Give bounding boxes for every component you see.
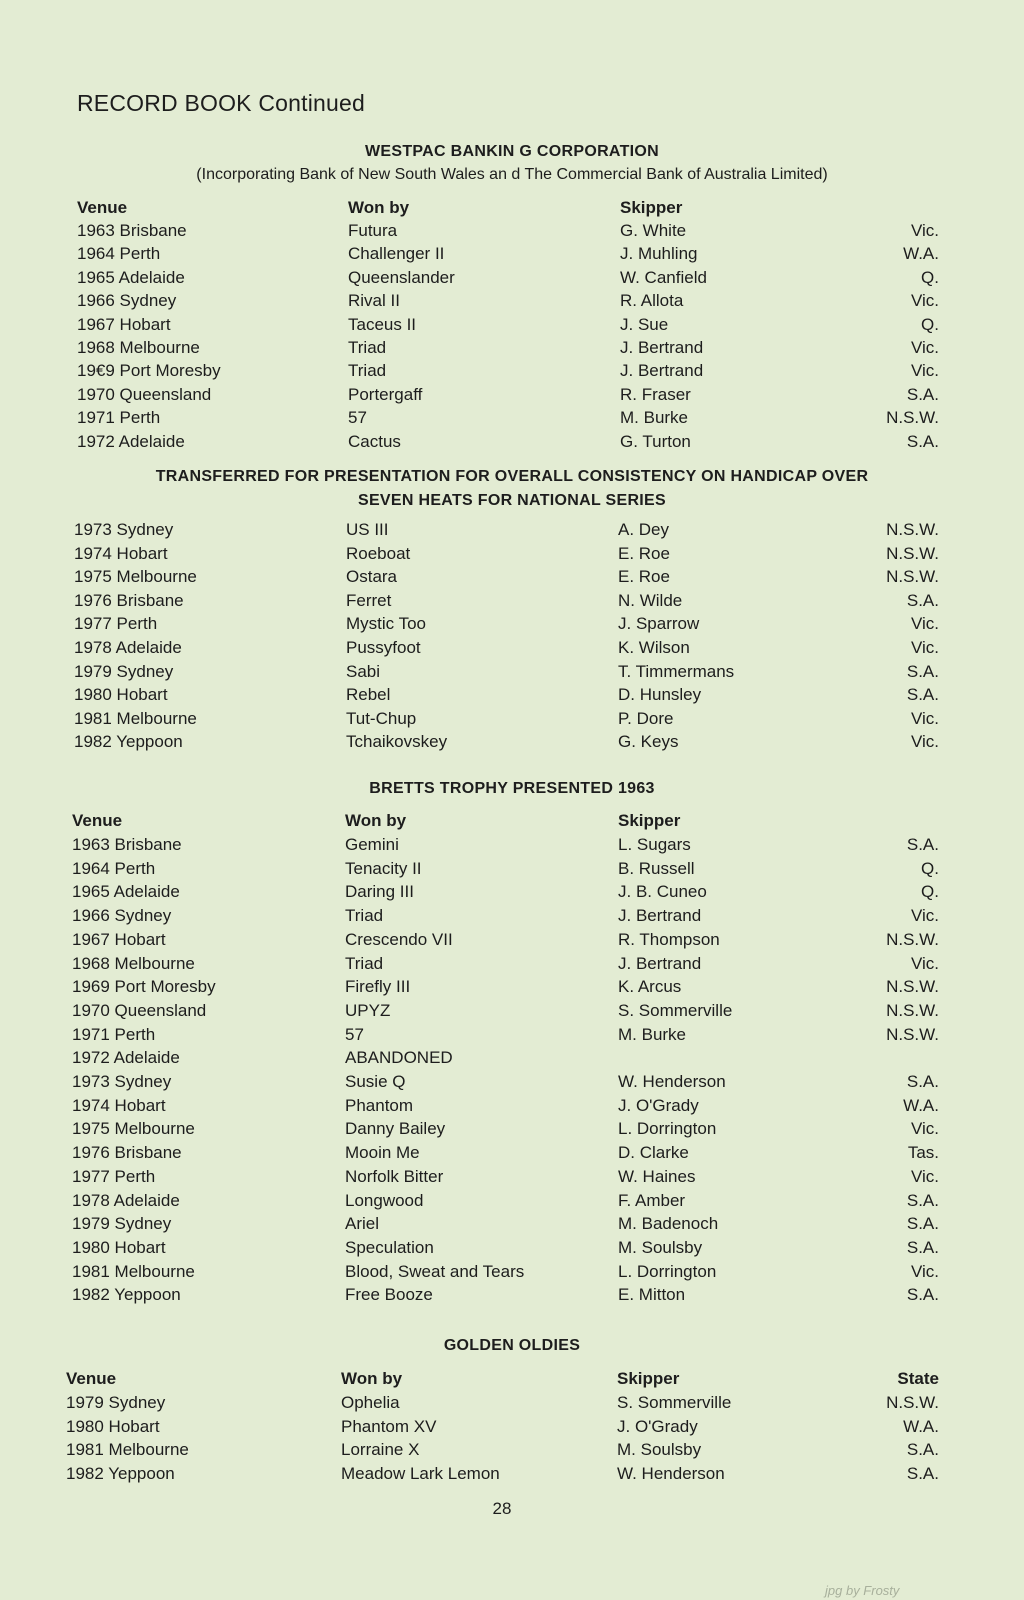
- column-header-skipper: Skipper: [618, 811, 681, 830]
- bretts-row: [0, 880, 1024, 904]
- cell-venue: 1977 Perth: [72, 1166, 156, 1186]
- cell-state: N.S.W.: [886, 977, 939, 997]
- transferred-row: [0, 518, 1024, 542]
- golden-title: GOLDEN OLDIES: [443, 1337, 581, 1354]
- cell-skipper: S. Sommerville: [617, 1393, 732, 1412]
- cell-won-by: Firefly III: [345, 977, 411, 997]
- cell-state: S.A.: [906, 1072, 939, 1091]
- cell-skipper: B. Russell: [618, 858, 695, 878]
- golden-row: [0, 1391, 1024, 1415]
- cell-skipper: J. Bertrand: [620, 338, 704, 357]
- cell-venue: 1974 Hobart: [72, 1095, 166, 1115]
- cell-venue: 1972 Adelaide: [77, 431, 185, 451]
- cell-skipper: L. Sugars: [618, 835, 691, 854]
- column-header-skipper: Skipper: [620, 198, 683, 217]
- cell-skipper: E. Roe: [618, 567, 670, 587]
- cell-skipper: K. Arcus: [618, 977, 682, 997]
- cell-state: N.S.W.: [886, 1024, 939, 1044]
- cell-won-by: Ostara: [346, 567, 398, 587]
- cell-state: Vic.: [910, 291, 939, 311]
- cell-skipper: J. Muhling: [620, 244, 698, 264]
- cell-won-by: Portergaff: [348, 384, 423, 404]
- cell-state: N.S.W.: [886, 929, 939, 949]
- cell-venue: 1964 Perth: [77, 244, 161, 264]
- cell-won-by: Meadow Lark Lemon: [341, 1463, 500, 1483]
- cell-won-by: Roeboat: [346, 543, 411, 563]
- cell-state: Vic.: [910, 221, 939, 240]
- cell-state: Q.: [921, 314, 939, 334]
- cell-venue: 1981 Melbourne: [74, 708, 197, 728]
- column-header-state: State: [897, 1369, 939, 1388]
- cell-state: S.A.: [906, 431, 939, 451]
- cell-state: Vic.: [910, 361, 939, 381]
- cell-state: S.A.: [906, 1214, 939, 1234]
- cell-venue: 1969 Port Moresby: [72, 977, 216, 997]
- cell-skipper: J. Bertrand: [618, 953, 702, 973]
- cell-state: Q.: [921, 858, 939, 878]
- cell-skipper: G. Keys: [618, 732, 679, 752]
- bretts-row: [0, 904, 1024, 928]
- column-header-skipper: Skipper: [617, 1369, 680, 1388]
- cell-won-by: Gemini: [345, 835, 399, 854]
- cell-venue: 1972 Adelaide: [72, 1048, 180, 1068]
- bretts-row: [0, 999, 1024, 1023]
- cell-skipper: J. Sue: [620, 314, 669, 334]
- cell-won-by: Longwood: [345, 1190, 424, 1210]
- bretts-row: [0, 1212, 1024, 1236]
- cell-state: N.S.W.: [886, 1000, 939, 1020]
- cell-venue: 1971 Perth: [77, 408, 161, 428]
- cell-won-by: Phantom XV: [341, 1416, 437, 1436]
- cell-won-by: Tut-Chup: [346, 708, 417, 728]
- credit-watermark: jpg by Frosty: [825, 1583, 900, 1598]
- cell-venue: 1963 Brisbane: [77, 221, 187, 240]
- cell-venue: 1976 Brisbane: [72, 1143, 182, 1163]
- cell-won-by: Pussyfoot: [346, 638, 421, 657]
- westpac-row: [0, 219, 1024, 243]
- cell-skipper: G. White: [620, 221, 687, 240]
- cell-won-by: 57: [348, 408, 367, 428]
- bretts-row: [0, 1117, 1024, 1141]
- cell-state: Vic.: [910, 1119, 939, 1139]
- transferred-row: [0, 612, 1024, 636]
- westpac-row: [0, 336, 1024, 360]
- cell-state: Vic.: [910, 614, 939, 634]
- cell-skipper: P. Dore: [618, 708, 674, 728]
- cell-skipper: F. Amber: [618, 1190, 686, 1210]
- cell-won-by: Ariel: [345, 1214, 380, 1234]
- cell-won-by: Tchaikovskey: [346, 732, 448, 752]
- cell-skipper: R. Thompson: [618, 929, 720, 949]
- cell-state: N.S.W.: [886, 408, 939, 428]
- cell-venue: 1975 Melbourne: [72, 1119, 195, 1139]
- cell-won-by: Crescendo VII: [345, 929, 453, 949]
- column-header-won-by: Won by: [348, 198, 410, 217]
- cell-skipper: D. Hunsley: [618, 685, 702, 705]
- bretts-row: [0, 1023, 1024, 1047]
- cell-state: Vic.: [910, 638, 939, 657]
- cell-won-by: Taceus II: [348, 314, 417, 334]
- cell-venue: 1980 Hobart: [74, 685, 168, 705]
- column-header-venue: Venue: [72, 811, 123, 830]
- cell-skipper: M. Burke: [618, 1024, 687, 1044]
- cell-won-by: Triad: [348, 361, 387, 381]
- cell-skipper: M. Soulsby: [618, 1237, 703, 1257]
- cell-won-by: Triad: [345, 953, 384, 973]
- transferred-row: [0, 636, 1024, 660]
- cell-state: N.S.W.: [886, 567, 939, 587]
- cell-state: S.A.: [906, 661, 939, 681]
- cell-state: S.A.: [906, 1463, 939, 1483]
- cell-won-by: Norfolk Bitter: [345, 1166, 444, 1186]
- cell-won-by: Susie Q: [345, 1072, 406, 1091]
- transferred-title-line1: TRANSFERRED FOR PRESENTATION FOR OVERALL CONSISTENCY ON HANDICAP OVER: [155, 468, 869, 485]
- cell-skipper: J. O'Grady: [618, 1095, 699, 1115]
- cell-skipper: W. Haines: [618, 1166, 696, 1186]
- cell-state: W.A.: [903, 1095, 939, 1115]
- westpac-row: [0, 383, 1024, 407]
- cell-venue: 1964 Perth: [72, 858, 156, 878]
- cell-won-by: Mooin Me: [345, 1143, 420, 1163]
- cell-state: W.A.: [903, 1416, 939, 1436]
- westpac-row: [0, 289, 1024, 313]
- cell-skipper: T. Timmermans: [618, 661, 735, 681]
- westpac-header-row: [0, 196, 1024, 220]
- cell-won-by: UPYZ: [345, 1000, 391, 1020]
- transferred-row: [0, 565, 1024, 589]
- cell-state: Tas.: [907, 1143, 939, 1163]
- cell-venue: 1975 Melbourne: [74, 567, 197, 587]
- cell-skipper: K. Wilson: [618, 638, 690, 657]
- cell-venue: 1982 Yeppoon: [66, 1463, 175, 1483]
- cell-venue: 1966 Sydney: [72, 906, 172, 926]
- bretts-row: [0, 833, 1024, 857]
- cell-won-by: Challenger II: [348, 244, 445, 264]
- cell-won-by: Free Booze: [345, 1285, 433, 1305]
- bretts-row: [0, 952, 1024, 976]
- cell-skipper: J. Bertrand: [618, 906, 702, 926]
- cell-venue: 1982 Yeppoon: [72, 1285, 181, 1305]
- cell-skipper: J. Sparrow: [618, 614, 700, 634]
- bretts-row: [0, 928, 1024, 952]
- cell-state: Q.: [921, 267, 939, 287]
- cell-venue: 1981 Melbourne: [72, 1261, 195, 1281]
- cell-skipper: L. Dorrington: [618, 1261, 717, 1281]
- cell-state: Vic.: [910, 732, 939, 752]
- cell-won-by: US III: [346, 520, 389, 539]
- cell-won-by: Danny Bailey: [345, 1119, 446, 1139]
- page-number: 28: [492, 1499, 512, 1518]
- cell-won-by: Triad: [345, 906, 384, 926]
- transferred-row: [0, 542, 1024, 566]
- cell-won-by: Mystic Too: [346, 614, 426, 634]
- golden-row: [0, 1438, 1024, 1462]
- cell-state: N.S.W.: [886, 520, 939, 539]
- cell-state: Vic.: [910, 708, 939, 728]
- cell-venue: 1967 Hobart: [77, 314, 171, 334]
- westpac-row: [0, 242, 1024, 266]
- cell-state: Vic.: [910, 1166, 939, 1186]
- cell-won-by: Queenslander: [348, 267, 455, 287]
- cell-won-by: Speculation: [345, 1237, 434, 1257]
- westpac-row: [0, 313, 1024, 337]
- cell-venue: 1968 Melbourne: [72, 953, 195, 973]
- cell-skipper: D. Clarke: [618, 1143, 689, 1163]
- cell-won-by: Rebel: [346, 685, 391, 705]
- cell-venue: 1979 Sydney: [74, 661, 174, 681]
- bretts-row: [0, 1189, 1024, 1213]
- cell-won-by: Rival II: [348, 291, 400, 311]
- bretts-row: [0, 1236, 1024, 1260]
- cell-venue: 1979 Sydney: [66, 1393, 166, 1412]
- cell-skipper: R. Allota: [620, 291, 684, 311]
- cell-skipper: J. B. Cuneo: [618, 882, 707, 902]
- cell-venue: 1974 Hobart: [74, 543, 168, 563]
- cell-won-by: Triad: [348, 338, 387, 357]
- cell-venue: 1967 Hobart: [72, 929, 166, 949]
- transferred-row: [0, 730, 1024, 754]
- cell-skipper: J. Bertrand: [620, 361, 704, 381]
- cell-skipper: E. Roe: [618, 543, 670, 563]
- cell-skipper: W. Henderson: [617, 1463, 725, 1483]
- golden-header-row: [0, 1367, 1024, 1391]
- cell-venue: 1970 Queensland: [72, 1000, 207, 1020]
- cell-venue: 1965 Adelaide: [77, 267, 185, 287]
- cell-state: Vic.: [910, 906, 939, 926]
- cell-venue: 1965 Adelaide: [72, 882, 180, 902]
- cell-skipper: S. Sommerville: [618, 1000, 733, 1020]
- cell-won-by: Sabi: [346, 661, 381, 681]
- cell-won-by: Phantom: [345, 1095, 414, 1115]
- cell-state: S.A.: [906, 1285, 939, 1305]
- column-header-won-by: Won by: [345, 811, 407, 830]
- cell-venue: 1966 Sydney: [77, 291, 177, 311]
- column-header-venue: Venue: [77, 198, 128, 217]
- cell-state: S.A.: [906, 590, 939, 610]
- cell-skipper: R. Fraser: [620, 384, 691, 404]
- cell-venue: 1973 Sydney: [72, 1072, 172, 1091]
- cell-skipper: A. Dey: [618, 520, 670, 539]
- cell-state: W.A.: [903, 244, 939, 264]
- cell-venue: 1978 Adelaide: [72, 1190, 180, 1210]
- bretts-row: [0, 1141, 1024, 1165]
- bretts-header-row: [0, 809, 1024, 833]
- cell-skipper: W. Canfield: [620, 267, 707, 287]
- cell-venue: 1978 Adelaide: [74, 638, 182, 657]
- transferred-row: [0, 683, 1024, 707]
- cell-state: N.S.W.: [886, 1393, 939, 1412]
- cell-won-by: Ferret: [346, 590, 392, 610]
- page-title: RECORD BOOK Continued: [77, 90, 365, 116]
- transferred-row: [0, 589, 1024, 613]
- cell-skipper: E. Mitton: [618, 1285, 686, 1305]
- bretts-row: [0, 1070, 1024, 1094]
- cell-venue: 1981 Melbourne: [66, 1440, 189, 1459]
- golden-row: [0, 1462, 1024, 1486]
- cell-state: S.A.: [906, 384, 939, 404]
- cell-venue: 1980 Hobart: [72, 1237, 166, 1257]
- cell-venue: 1970 Queensland: [77, 384, 212, 404]
- cell-state: N.S.W.: [886, 543, 939, 563]
- bretts-row: [0, 1094, 1024, 1118]
- cell-skipper: L. Dorrington: [618, 1119, 717, 1139]
- cell-venue: 1977 Perth: [74, 614, 158, 634]
- cell-venue: 1982 Yeppoon: [74, 732, 183, 752]
- cell-venue: 1963 Brisbane: [72, 835, 182, 854]
- cell-skipper: M. Badenoch: [618, 1214, 719, 1234]
- cell-state: S.A.: [906, 1237, 939, 1257]
- bretts-row: [0, 1165, 1024, 1189]
- bretts-row: [0, 857, 1024, 881]
- cell-won-by: ABANDONED: [345, 1048, 453, 1068]
- cell-skipper: N. Wilde: [618, 590, 683, 610]
- cell-state: S.A.: [906, 1190, 939, 1210]
- cell-skipper: W. Henderson: [618, 1072, 726, 1091]
- cell-state: Vic.: [910, 953, 939, 973]
- bretts-title: BRETTS TROPHY PRESENTED 1963: [369, 780, 655, 797]
- golden-row: [0, 1415, 1024, 1439]
- westpac-row: [0, 406, 1024, 430]
- bretts-row: [0, 1046, 1024, 1070]
- cell-venue: 1980 Hobart: [66, 1416, 160, 1436]
- cell-state: Vic.: [910, 1261, 939, 1281]
- cell-won-by: 57: [345, 1024, 364, 1044]
- cell-won-by: Cactus: [348, 431, 401, 451]
- cell-won-by: Futura: [348, 221, 398, 240]
- cell-state: Vic.: [910, 338, 939, 357]
- cell-venue: 19€9 Port Moresby: [77, 361, 221, 381]
- cell-venue: 1971 Perth: [72, 1024, 156, 1044]
- westpac-subtitle: (Incorporating Bank of New South Wales an d The Commercial Bank of Australia Limited): [196, 166, 828, 183]
- westpac-row: [0, 359, 1024, 383]
- bretts-row: [0, 1260, 1024, 1284]
- cell-won-by: Tenacity II: [345, 858, 422, 878]
- transferred-title-line2: SEVEN HEATS FOR NATIONAL SERIES: [357, 492, 666, 509]
- cell-won-by: Lorraine X: [341, 1440, 420, 1459]
- cell-venue: 1979 Sydney: [72, 1214, 172, 1234]
- column-header-won-by: Won by: [341, 1369, 403, 1388]
- cell-state: S.A.: [906, 835, 939, 854]
- cell-won-by: Daring III: [345, 882, 414, 902]
- cell-venue: 1973 Sydney: [74, 520, 174, 539]
- cell-venue: 1968 Melbourne: [77, 338, 200, 357]
- cell-skipper: M. Soulsby: [617, 1440, 702, 1459]
- cell-skipper: G. Turton: [620, 431, 691, 451]
- cell-state: S.A.: [906, 685, 939, 705]
- cell-venue: 1976 Brisbane: [74, 590, 184, 610]
- transferred-row: [0, 707, 1024, 731]
- bretts-row: [0, 975, 1024, 999]
- cell-skipper: J. O'Grady: [617, 1416, 698, 1436]
- cell-won-by: Ophelia: [341, 1393, 400, 1412]
- column-header-venue: Venue: [66, 1369, 117, 1388]
- transferred-row: [0, 660, 1024, 684]
- westpac-row: [0, 430, 1024, 454]
- cell-state: Q.: [921, 882, 939, 902]
- westpac-row: [0, 266, 1024, 290]
- cell-state: S.A.: [906, 1440, 939, 1459]
- bretts-row: [0, 1283, 1024, 1307]
- westpac-title: WESTPAC BANKIN G CORPORATION: [364, 143, 660, 160]
- cell-skipper: M. Burke: [620, 408, 689, 428]
- cell-won-by: Blood, Sweat and Tears: [345, 1261, 525, 1281]
